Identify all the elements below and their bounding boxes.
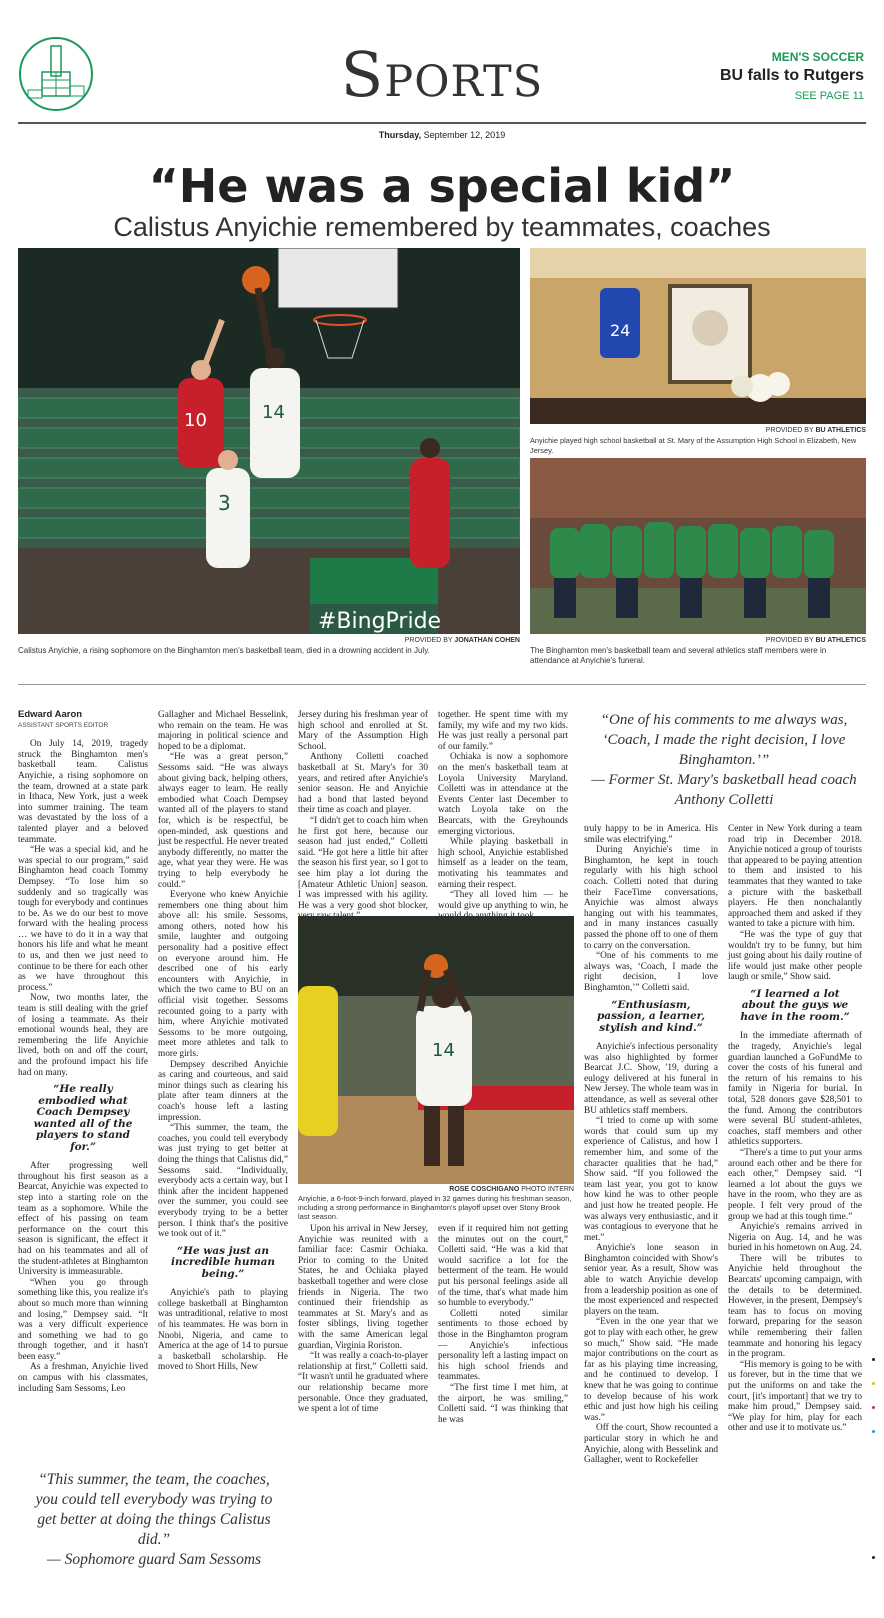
paragraph: While playing basketball in high school, Anyichie established himself as a leader on the team, motivating his teammates and earning their respect. [438, 837, 568, 890]
subhead-quote: “Enthusiasm, passion, a learner, stylish and kind.” [596, 998, 706, 1034]
subhead-quote: “I learned a lot about the guys we have in the room.” [740, 987, 850, 1023]
column-4-continued [438, 1224, 568, 1425]
credit-prefix: ROSE COSCHIGANO [449, 1186, 520, 1193]
paragraph: “This summer, the team, the coaches, you could tell everybody was just trying to get better at doing the things that Calistus did,” Sessoms said. “Individually, everybody acts a certain way, but I think after the incident happened over the summer, you could see everybody trying to be a better person. I think that's the positive we took out of it.” [158, 1123, 288, 1240]
headline: “He was a special kid” [148, 159, 736, 213]
credit-name: BU ATHLETICS [815, 637, 866, 644]
article-rule [18, 684, 866, 685]
teaser-headline[interactable]: BU falls to Rutgers [719, 67, 864, 84]
section-title: Sports [340, 38, 544, 111]
paragraph: “I didn't get to coach him when he first got here, because our season had just ended,” Colletti said. “He got here a little bit after the season his first year, so I got to see him play a lot during the [Amateur Athletic Union] season. I was impressed with his agility. He was a very good shot blocker, [298, 815, 428, 911]
pull-quote-attribution: — Sophomore guard Sam Sessoms [46, 1551, 262, 1568]
pull-quote-attribution: — Former St. Mary's basketball head coach Anthony Colletti [591, 772, 857, 808]
column-3 [298, 710, 428, 922]
paragraph: “He was a special kid, and he was special to our program,” said Binghamton head coach Tommy Dempsey. “To lose him so suddenly and so tragically was tough for everybody and continues to be. As we do our best to move forward with the healing process … we have to do it in a way that honors his life and what he meant to us, and then we just need to continue to be there for each other as we have throughout this process.” [18, 845, 148, 993]
paragraph: “I tried to come up with some words that could sum up my experience of Calistus, and how I remember him, and some of the character qualities that he had,” Show said. “If you followed the team last year, you got to know how kind he was to other people and just how he treated people. He was always very enthusiastic, and it was contagious to everyone that he met.” [584, 1116, 718, 1243]
memorial-photo-caption: Anyichie played high school basketball at St. Mary of the Assumption High School in Elizabeth, New Jersey. [530, 436, 857, 455]
paragraph: “He was the type of guy that wouldn't try to be funny, but him just going about his daily routine of life would just make other people laugh or smile,” Show said. [728, 929, 862, 983]
paragraph: In the immediate aftermath of the tragedy, Anyichie's legal guardian launched a GoFundMe to cover the costs of his funeral and the return of his remains to his family in Nigeria for burial. In total, 528 donors gave $28,501 to the fund. Among the contributors were several BU student-athletes, coaches, staff members and other athletics supporters. [728, 1031, 862, 1148]
paragraph: “Even in the one year that we got to play with each other, he grew so much,” Show said. “He made major contributions on the court as far as his playing time increasing, and he continued to develop. I knew that he was going to continue to develop because of his work ethic and just how high his ceiling was.” [584, 1317, 718, 1423]
paragraph: Ochiaka is now a sophomore on the men's basketball team at Loyola University Maryland. Colletti was in attendance at the Events Center last December to watch Loyola take on the Bearcats, with the Greyhounds emerging victorious. [438, 752, 568, 837]
credit-name: PHOTO INTERN [519, 1186, 574, 1193]
teaser-box[interactable] [720, 50, 864, 102]
registration-dot [872, 1382, 875, 1385]
column-5 [584, 824, 718, 1466]
registration-dot [872, 1430, 875, 1433]
credit-name: JONATHAN COHEN [454, 637, 520, 644]
inline-photo [298, 916, 574, 1184]
paragraph: “He was a great person,” Sessoms said. “He was always about giving back, helping others, always eager to learn. He really embodied what Coach Dempsey wanted all of the players to stand for, which is be respectful, be open-minded, ask questions and just be respectful. He never treated anybody differently, no matter the age, what year they were. He was trying to help everybody he could.” [158, 752, 288, 890]
paragraph: “It was really a coach-to-player relationship at first,” Colletti said. “It wasn't until he graduated where our relationship became more personable. Once they graduated, we spent a lot of time [298, 1351, 428, 1415]
main-photo-credit [18, 637, 520, 644]
paragraph: together. He spent time with my family, my wife and my two kids. He was just really a personal part of our family.” [438, 710, 568, 752]
column-6 [728, 824, 862, 1434]
teaser-see-page[interactable]: SEE PAGE 11 [794, 90, 864, 102]
team-photo-credit [530, 637, 866, 644]
pull-quote-text: “This summer, the team, the coaches, you could tell everybody was trying to get better at doing the things Calistus did.” [35, 1471, 273, 1548]
paragraph: “There's a time to put your arms around each other and be there for each other,” Dempsey said. “I learned a lot about the guys we have in the room, who they are as people. I felt very proud of the group we had at this tough time.” [728, 1147, 862, 1222]
paragraph: truly happy to be in America. His smile was electrifying.” [584, 824, 718, 845]
column-1 [18, 710, 148, 1394]
paragraph: After progressing well throughout his first season as a Bearcat, Anyichie was expected to step into a starting role on the team as a sophomore. While the effect of his passing on team performance on the court this season is significant, the effect it had on his teammates and all of the student-athletes at Binghamton University is immeasurable. [18, 1161, 148, 1278]
paragraph: Anyichie's infectious personality was also highlighted by former Bearcat J.C. Show, '19, during a eulogy delivered at his funeral in New Jersey. The whole team was in attendance, as well as several other BU athletics staff members. [584, 1042, 718, 1116]
credit-prefix: PROVIDED BY [765, 637, 816, 644]
subhead-quote: “He was just an incredible human being.” [170, 1244, 276, 1280]
paragraph: Anyichie's lone season in Binghamton coincided with Show's senior year. As a result, Show was able to watch Anyichie develop from a leadership position as one of the most experienced and respected players on the team. [584, 1243, 718, 1317]
memorial-photo-image [530, 248, 866, 424]
paragraph: As a freshman, Anyichie lived on campus with his classmates, including Sam Sessoms, Leo [18, 1362, 148, 1394]
paragraph: Dempsey described Anyichie as caring and courteous, and said minor things such as clearing his plate after team dinners at the coach's house left a lasting impression. [158, 1059, 288, 1123]
credit-prefix: PROVIDED BY [404, 637, 455, 644]
paragraph: Anyichie's path to playing college basketball at Binghamton was untraditional, relative to most of his teammates. He was born in Nnobi, Nigeria, and came to America at the age of 14 to pursue a basketball scholarship. He moved to Short Hills, New [158, 1288, 288, 1373]
inline-photo-credit [298, 1186, 574, 1193]
subheadline: Calistus Anyichie remembered by teammates, coaches [113, 212, 771, 242]
paragraph: “One of his comments to me always was, ‘Coach, I made the right decision, I love Binghamton,’” Colletti said. [584, 951, 718, 993]
main-photo-image [18, 248, 520, 634]
paragraph: Now, two months later, the team is still dealing with the grief of losing a teammate. As their emotional wounds heal, they are remembering the life Anyichie lived, both on and off the court, and the profound impact his life had on many. [18, 993, 148, 1078]
paragraph: Anthony Colletti coached basketball at St. Mary's for 30 years, and retired after Anyichie's senior season. He and Anyichie had a bond that lasted beyond their time as coach and player. [298, 752, 428, 816]
registration-dot [872, 1556, 875, 1559]
inline-photo-image [298, 916, 574, 1184]
paragraph: Off the court, Show recounted a particular story in which he and Anyichie, along with Besselink and Gallagher, went to Rockefeller [584, 1423, 718, 1466]
inline-jersey-number: 14 [432, 1040, 455, 1061]
jersey-number-red: 10 [184, 410, 207, 431]
registration-dot [872, 1358, 875, 1361]
paragraph: “His memory is going to be with us forever, but in the time that we put the uniforms on and take the court, [it's important] that we try to make him proud,” Dempsey said. “We play for him, play for each other and use it to motivate us.” [728, 1359, 862, 1434]
paragraph: “They all loved him — he would give up anything to win, he [438, 890, 568, 911]
credit-prefix: PROVIDED BY [765, 427, 816, 434]
pull-quote-text: “One of his comments to me always was, ‘Coach, I made the right decision, I love Binghamton.’” [600, 712, 848, 768]
paragraph: Everyone who knew Anyichie remembers one thing about him above all: his smile. Sessoms, among others, noted how his smile, laughter and outgoing personality had a positive effect on everyone around him. He described one of his early encounters with Anyichie, in which the two came to BU on an official visit together. Sessoms recounted going to a party with him, where Anyichie motivated Sessoms to be more outgoing, meet more athletes and talk to more girls. [158, 890, 288, 1059]
main-photo [18, 248, 520, 634]
column-4 [438, 710, 568, 922]
paragraph: “When you go through something like this, you realize it's about so much more than winning and losing,” Dempsey said. “It was a very difficult experience and something we had to go through together, and it hasn't been easy.” [18, 1277, 148, 1362]
paragraph: Anyichie's remains arrived in Nigeria on Aug. 14, and he was buried in his hometown on Aug. 24. [728, 1222, 862, 1254]
subhead-quote: “He really embodied what Coach Dempsey wanted all of the players to stand for.” [33, 1083, 133, 1153]
memorial-photo [530, 248, 866, 424]
team-huddle-photo [530, 458, 866, 634]
memorial-jersey-number: 24 [610, 321, 631, 340]
dateline [0, 130, 884, 140]
pull-quote-top [582, 710, 866, 810]
bingpride-banner: #BingPride [318, 609, 442, 634]
memorial-photo-credit [530, 427, 866, 434]
jersey-number-sessoms: 3 [218, 491, 231, 515]
paragraph: Jersey during his freshman year of high school and enrolled at St. Mary of the Assumption High School. [298, 710, 428, 752]
byline-name: Edward Aaron [18, 709, 83, 720]
main-photo-caption: Calistus Anyichie, a rising sophomore on the Binghamton men's basketball team, died in a drowning accident in July. [18, 646, 430, 655]
paragraph: even if it required him not getting the minutes out on the court,” Colletti said. “He was a kid that would sacrifice a lot for the betterment of the team. He would put his personal feelings aside all of the time, that's what made him so humble to everybody.” [438, 1224, 568, 1309]
paragraph: Gallagher and Michael Besselink, who remain on the team. He was majoring in political science and hoped to be a diplomat. [158, 710, 288, 752]
registration-dot [872, 1406, 875, 1409]
paragraph: There will be tributes to Anyichie held throughout the Bearcats' upcoming campaign, with the details to be determined. However, in the present, Dempsey's team has to focus on moving forward, preparing for the season while remembering their fallen teammate and honoring his legacy in the program. [728, 1253, 862, 1360]
column-3-continued [298, 1224, 428, 1415]
date-rest: September 12, 2019 [421, 130, 506, 140]
date-day: Thursday, [378, 130, 422, 140]
pull-quote-bottom [26, 1470, 282, 1570]
credit-name: BU ATHLETICS [815, 427, 866, 434]
team-photo-caption: The Binghamton men's basketball team and several athletics staff members were in attendance at Anyichie's funeral. [530, 646, 827, 665]
paragraph: “The first time I met him, at the airport, he was smiling,” Colletti said. “I was thinking that he was [438, 1382, 568, 1425]
masthead-rule [18, 122, 866, 124]
teaser-kicker: MEN'S SOCCER [771, 50, 864, 64]
byline-title: ASSISTANT SPORTS EDITOR [18, 721, 109, 729]
paragraph: Upon his arrival in New Jersey, Anyichie was reunited with a familiar face: Casmir Ochiaka. Prior to coming to the United States, he and Ochiaka played basketball together and were close friends in Nigeria. The two continued their friendship as teammates at St. Mary's and as foster siblings, living together with the same American legal guardian, Virginia Roriston. [298, 1224, 428, 1351]
paragraph: Center in New York during a team road trip in December 2018. Anyichie noticed a group of tourists that appeared to be paying attention to them and insisted to his teammates that they wanted to take a picture with the basketball players. He then nonchalantly approached them and asked if they wanted to take a picture with him. [728, 824, 863, 930]
paragraph: During Anyichie's time in Binghamton, he kept in touch regularly with his high school coach. Colletti noted that during their FaceTime conversations, Anyichie was almost always hanging out with his teammates, and in many instances casually passed the phone off to one of them to carry on the conversation. [584, 845, 718, 951]
team-huddle-photo-image [530, 458, 866, 634]
paragraph: On July 14, 2019, tragedy struck the Binghamton men's basketball team. Calistus Anyichie, a rising sophomore on the team, drowned at a state park in Ithaca, New York, just a week into summer training. The team was devastated by the loss of a talented player and a beloved teammate. [18, 739, 148, 845]
paragraph: Colletti noted similar sentiments to those echoed by those in the Binghamton program — Anyichie's infectious personality left a lasting impact on his high school friends and teammates. [438, 1308, 568, 1383]
inline-photo-caption: Anyichie, a 6-foot-9-inch forward, played in 32 games during his freshman season, including a strong performance in Binghamton's playoff upset over Stony Brook last season. [298, 1194, 572, 1221]
jersey-number-white: 14 [262, 402, 285, 423]
column-2 [158, 710, 288, 1373]
